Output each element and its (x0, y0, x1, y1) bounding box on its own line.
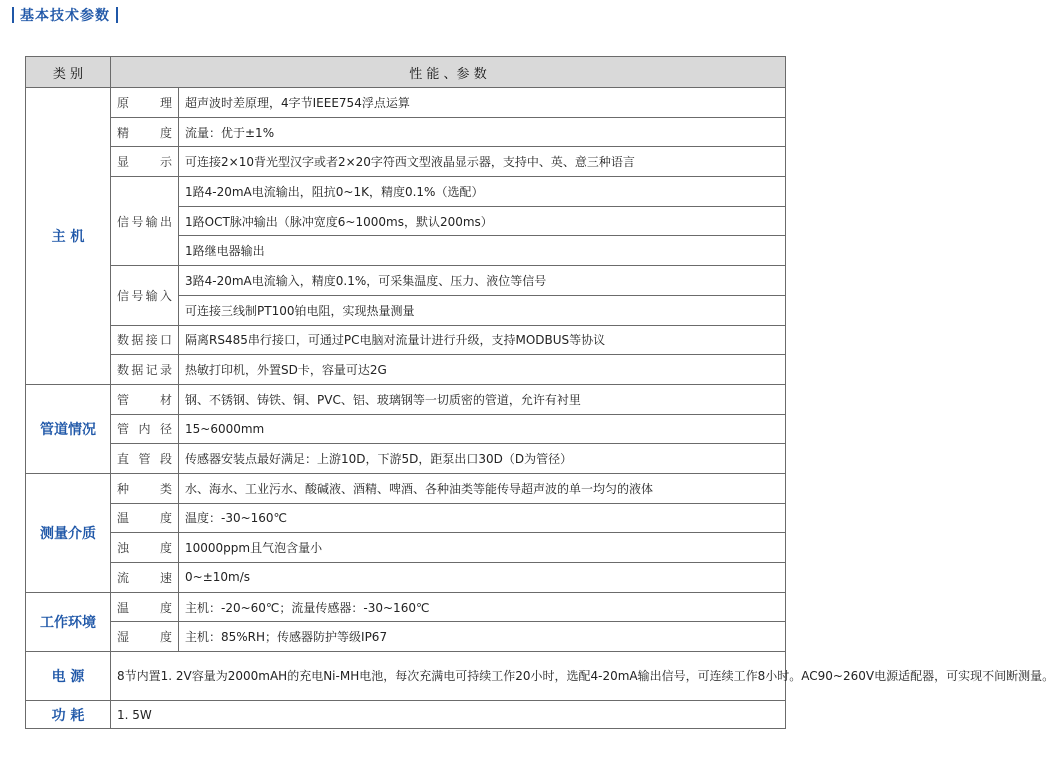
subcategory-cell: 数据接口 (111, 325, 179, 355)
category-cell: 管道情况 (26, 384, 111, 473)
consumption-value: 1. 5W (111, 701, 786, 729)
table-row (26, 147, 786, 177)
table-row (26, 622, 786, 652)
table-row (26, 563, 786, 593)
subcategory-cell: 数据记录 (111, 355, 179, 385)
value-cell: 0~±10m/s (179, 563, 786, 593)
value-cell: 钢、不锈钢、铸铁、铜、PVC、铝、玻璃钢等一切质密的管道，允许有衬里 (179, 384, 786, 414)
value-cell: 主机：-20~60℃；流量传感器：-30~160℃ (179, 592, 786, 622)
value-cell: 热敏打印机，外置SD卡，容量可达2G (179, 355, 786, 385)
category-consumption: 功 耗 (26, 701, 111, 729)
category-cell: 主 机 (26, 88, 111, 385)
subcategory-cell: 信号输入 (111, 266, 179, 325)
value-cell: 可连接2×10背光型汉字或者2×20字符西文型液晶显示器，支持中、英、意三种语言 (179, 147, 786, 177)
subcategory-cell: 浊度 (111, 533, 179, 563)
value-cell: 水、海水、工业污水、酸碱液、酒精、啤酒、各种油类等能传导超声波的单一均匀的液体 (179, 473, 786, 503)
power-value: 8节内置1. 2V容量为2000mAH的充电Ni-MH电池，每次充满电可持续工作20小时，选配4-20mA输出信号，可连续工作8小时。AC90~260V电源适配器，可实现不间断测量。 (111, 652, 786, 701)
table-row (26, 473, 786, 503)
table-row (26, 652, 786, 701)
table-row (26, 117, 786, 147)
header-specs: 性 能 、参 数 (111, 57, 786, 88)
category-cell: 测量介质 (26, 473, 111, 592)
title-bar-left (12, 7, 14, 23)
subcategory-cell: 精度 (111, 117, 179, 147)
table-header-row (26, 57, 786, 88)
table-row (26, 325, 786, 355)
subcategory-cell: 管内径 (111, 414, 179, 444)
subcategory-cell: 管材 (111, 384, 179, 414)
table-row (26, 503, 786, 533)
table-row (26, 88, 786, 118)
subcategory-cell: 直管段 (111, 444, 179, 474)
value-cell: 流量：优于±1% (179, 117, 786, 147)
table-row (26, 533, 786, 563)
subcategory-cell: 温度 (111, 592, 179, 622)
value-cell: 可连接三线制PT100铂电阻，实现热量测量 (179, 295, 786, 325)
table-row (26, 414, 786, 444)
subcategory-cell: 种类 (111, 473, 179, 503)
value-cell: 1路继电器输出 (179, 236, 786, 266)
title-bar-right (116, 7, 118, 23)
table-row (26, 355, 786, 385)
subcategory-cell: 原理 (111, 88, 179, 118)
subcategory-cell: 温度 (111, 503, 179, 533)
section-title (6, 4, 124, 26)
spec-table-body (26, 88, 1054, 729)
category-cell: 工作环境 (26, 592, 111, 651)
value-cell: 1路OCT脉冲输出（脉冲宽度6~1000ms，默认200ms） (179, 206, 786, 236)
table-row (26, 384, 786, 414)
value-cell: 传感器安装点最好满足：上游10D，下游5D，距泵出口30D（D为管径） (179, 444, 786, 474)
value-cell: 15~6000mm (179, 414, 786, 444)
value-cell: 超声波时差原理，4字节IEEE754浮点运算 (179, 88, 786, 118)
category-power: 电 源 (26, 652, 111, 701)
table-row (26, 266, 786, 296)
subcategory-cell: 流速 (111, 563, 179, 593)
table-row (26, 177, 786, 207)
value-cell: 1路4-20mA电流输出，阻抗0~1K，精度0.1%（选配） (179, 177, 786, 207)
table-row (26, 701, 786, 729)
subcategory-cell: 湿度 (111, 622, 179, 652)
spec-table (25, 56, 1054, 729)
table-row (26, 592, 786, 622)
header-category: 类 别 (26, 57, 111, 88)
value-cell: 主机：85%RH；传感器防护等级IP67 (179, 622, 786, 652)
value-cell: 3路4-20mA电流输入，精度0.1%，可采集温度、压力、液位等信号 (179, 266, 786, 296)
value-cell: 隔离RS485串行接口，可通过PC电脑对流量计进行升级，支持MODBUS等协议 (179, 325, 786, 355)
table-row (26, 444, 786, 474)
subcategory-cell: 显示 (111, 147, 179, 177)
value-cell: 10000ppm且气泡含量小 (179, 533, 786, 563)
subcategory-cell: 信号输出 (111, 177, 179, 266)
value-cell: 温度：-30~160℃ (179, 503, 786, 533)
section-title-text: 基本技术参数 (20, 8, 110, 24)
